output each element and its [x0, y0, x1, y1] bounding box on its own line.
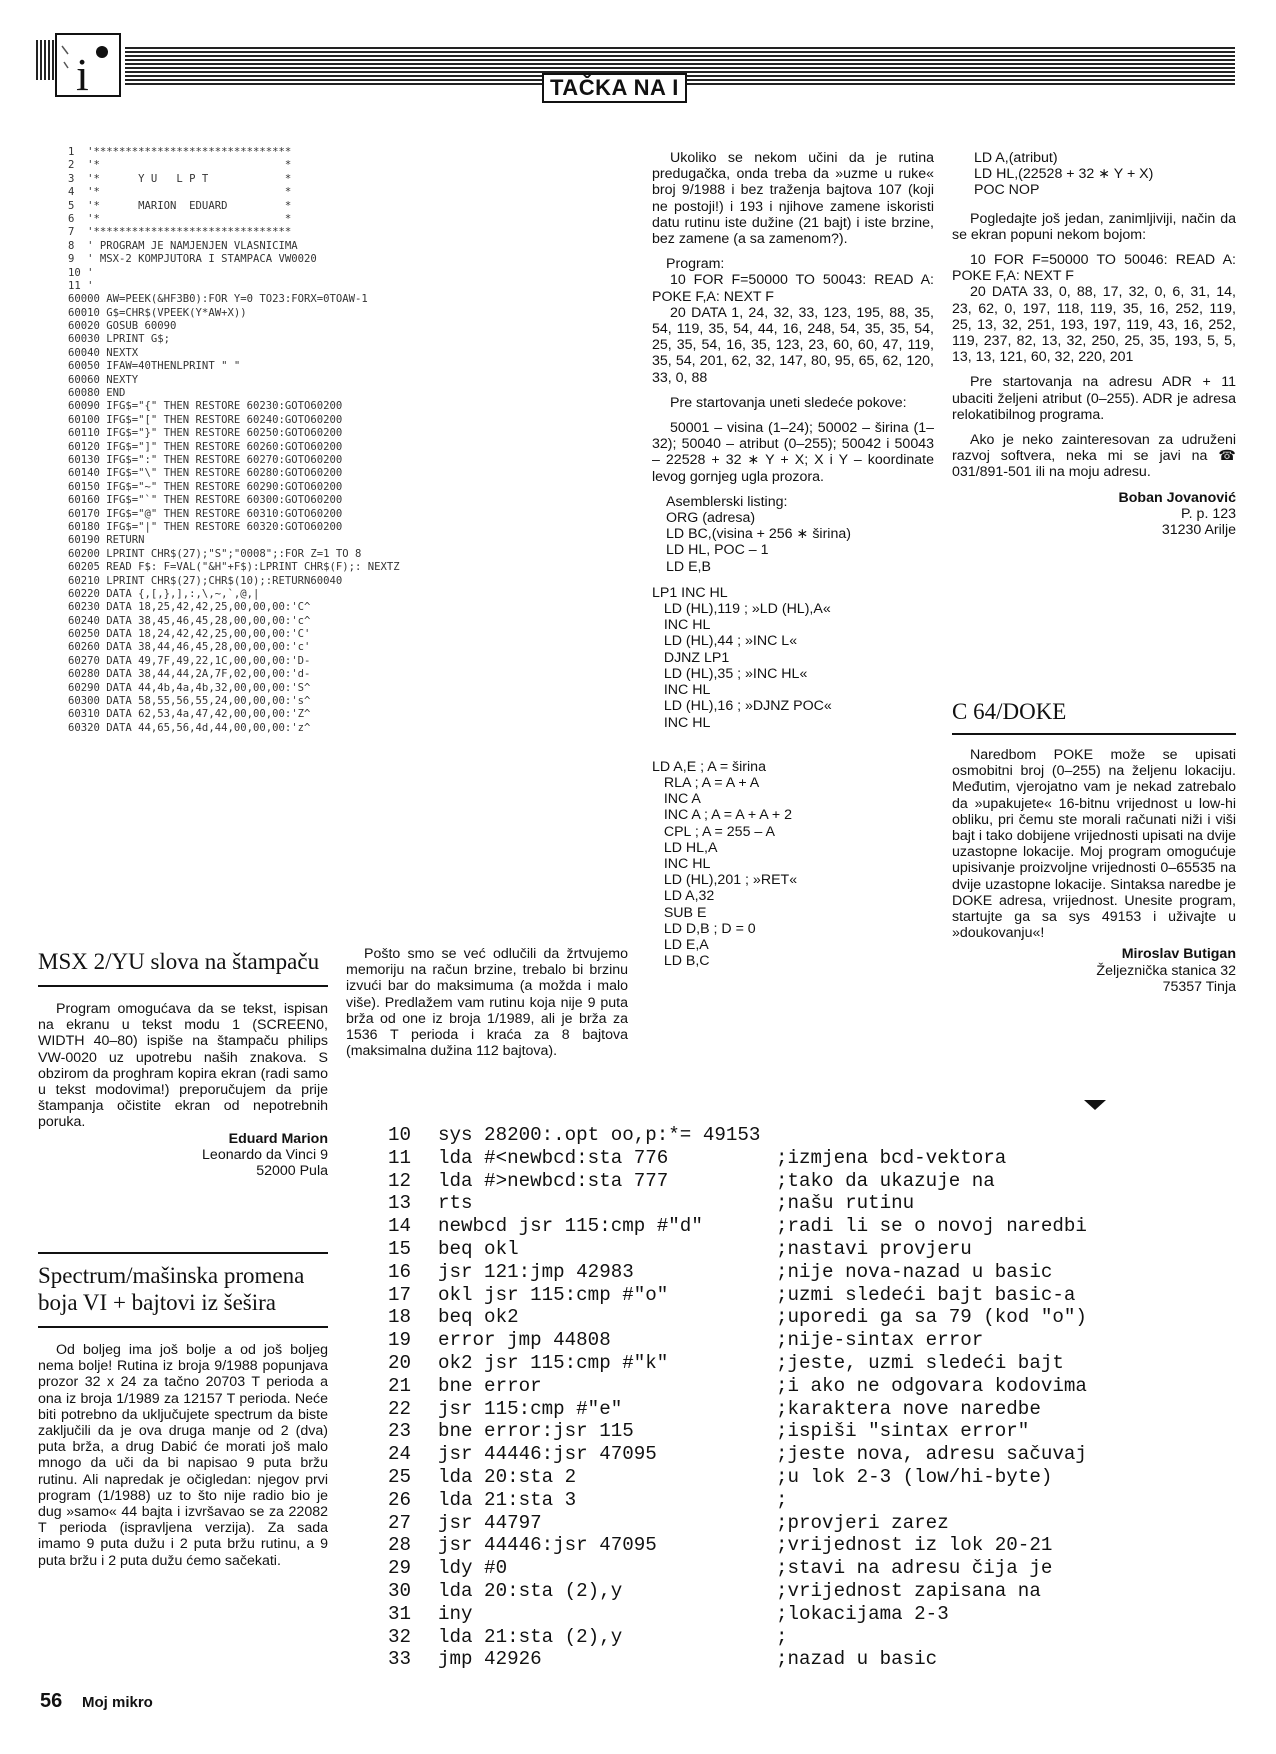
asm-comment: ;vrijednost iz lok 20-21: [776, 1534, 1053, 1557]
col3-asm-line: LD B,C: [652, 953, 710, 970]
col3-asm-block-b: [652, 585, 934, 731]
asm-instruction: newbcd jsr 115:cmp #"d": [438, 1215, 703, 1238]
basic-listing-line: 60190 RETURN: [68, 534, 145, 547]
basic-listing-line: 60210 LPRINT CHR$(27);CHR$(10);:RETURN60040: [68, 574, 343, 587]
basic-listing-line: 4 '* *: [68, 186, 292, 199]
asm-comment: ;tako da ukazuje na: [776, 1169, 995, 1192]
asm-line-number: 20: [388, 1351, 412, 1374]
asm-line-number: 19: [388, 1329, 412, 1352]
spectrum-article-rule: [38, 1326, 328, 1328]
basic-listing-line: 1 '*******************************: [68, 146, 292, 158]
asm-line-number: 16: [388, 1260, 412, 1283]
col3-asm-line: INC A: [652, 791, 701, 808]
middle-column: [346, 946, 628, 1068]
basic-listing-line: 60160 IFG$="`" THEN RESTORE 60300:GOTO60200: [68, 494, 343, 507]
c64-article-address-1: Željeznička stanica 32: [1096, 962, 1236, 979]
asm-instruction: lda #>newbcd:sta 777: [438, 1169, 669, 1192]
c64-article-address-2: 75357 Tinja: [1162, 978, 1236, 995]
asm-comment: ;jeste nova, adresu sačuvaj: [776, 1443, 1087, 1466]
col3-asm-line: LD HL,A: [652, 839, 718, 856]
basic-listing-line: 60130 IFG$=":" THEN RESTORE 60270:GOTO60200: [68, 453, 343, 466]
asm-instruction: ok2 jsr 115:cmp #"k": [438, 1351, 669, 1374]
asm-instruction: jmp 42926: [438, 1648, 542, 1671]
col3-asm-line: CPL ; A = 255 – A: [652, 823, 775, 840]
col3-asm-line: LD A,32: [652, 888, 715, 905]
asm-listing-row: [388, 1648, 1248, 1671]
basic-listing-line: 11 ': [68, 279, 94, 292]
col3-asm-line: LD (HL),16 ; »DJNZ POC«: [652, 698, 832, 715]
asm-listing-row: [388, 1626, 1248, 1649]
col4-asm-line: LD HL,(22528 + 32 ∗ Y + X): [974, 166, 1154, 183]
middle-paragraph: Pošto smo se već odlučili da žrtvujemo memoriju na račun brzine, trebalo bi brzinu izvući bar do maksimuma (a možda i malo više). Predlažem vam rutinu koja nije 9 puta brža od one iz broja 1/1989, ali je brža za 1536 T perioda i kraća za 8 bajtova (maksimalna dužina 112 bajtova).: [346, 946, 628, 1060]
asm-line-number: 29: [388, 1557, 412, 1580]
basic-listing-line: 60230 DATA 18,25,42,42,25,00,00,00:'C^: [68, 601, 311, 614]
basic-listing-line: 60240 DATA 38,45,46,45,28,00,00,00:'c^: [68, 614, 311, 627]
asm-line-number: 13: [388, 1192, 412, 1215]
asm-listing-row: [388, 1215, 1248, 1238]
asm-listing-row: [388, 1147, 1248, 1170]
basic-listing-line: 60140 IFG$="\" THEN RESTORE 60280:GOTO60200: [68, 467, 343, 480]
asm-line-number: 26: [388, 1488, 412, 1511]
basic-listing-line: 60200 LPRINT CHR$(27);"S";"0008";:FOR Z=1 TO 8: [68, 547, 362, 560]
basic-listing-line: 60010 G$=CHR$(VPEEK(Y*AW+X)): [68, 306, 247, 319]
basic-listing-line: 60280 DATA 38,44,44,2A,7F,02,00,00:'d-: [68, 668, 311, 681]
asm-comment: ;u lok 2-3 (low/hi-byte): [776, 1465, 1053, 1488]
asm-line-number: 28: [388, 1534, 412, 1557]
col3-asm-block-a: [666, 510, 934, 575]
asm-comment: ;radi li se o novoj naredbi: [776, 1215, 1087, 1238]
col4-address-2: 31230 Arilje: [1161, 522, 1236, 539]
basic-listing-line: 60100 IFG$="[" THEN RESTORE 60240:GOTO60200: [68, 413, 343, 426]
msx-article-address-2: 52000 Pula: [256, 1163, 328, 1180]
asm-comment: ;provjeri zarez: [776, 1511, 949, 1534]
asm-comment: ;jeste, uzmi sledeći bajt: [776, 1351, 1064, 1374]
asm-listing-row: [388, 1443, 1248, 1466]
asm-comment: ;nije nova-nazad u basic: [776, 1260, 1053, 1283]
page-number: 56: [40, 1690, 63, 1712]
spectrum-article-body: Od boljeg ima još bolje a od još boljeg nema bolje! Rutina iz broja 9/1988 popunjava prozor 32 x 24 za tačno 20703 T perioda a ona iz broja 1/1989 za 12157 T perioda. Neće biti potrebno da uključujete spectrum da biste zaključili da je ova druga manje od 2 (dva) puta brža, a drug Dabić će morati još malo mnogo da uči da bi napisao 9 puta bržu rutinu. Ali napredak je očigledan: njegov prvi program (1/1988) uz to što nije radio bio je dug »samo« 44 bajta i izvršavao se za 22082 T perioda (ispravljena verzija). Za sada imamo 9 puta dužu i 2 puta bržu rutinu, a 9 puta bržu i 2 puta dužu ćemo sačekati.: [38, 1342, 328, 1569]
asm-instruction: jsr 44446:jsr 47095: [438, 1534, 657, 1557]
col3-asm-line: INC HL: [652, 617, 711, 634]
asm-listing-row: [388, 1489, 1248, 1512]
basic-listing-line: 60020 GOSUB 60090: [68, 320, 177, 333]
asm-listing-row: [388, 1420, 1248, 1443]
msx-article-rule: [38, 985, 328, 987]
asm-instruction: rts: [438, 1192, 473, 1215]
basic-listing-line: 60250 DATA 18,24,42,42,25,00,00,00:'C': [68, 628, 311, 641]
asm-instruction: jsr 121:jmp 42983: [438, 1260, 634, 1283]
col3-asm-line: LD (HL),35 ; »INC HL«: [652, 665, 808, 682]
col3-asm-line: INC HL: [652, 682, 711, 699]
asm-instruction: beq ok2: [438, 1306, 519, 1329]
col3-asm-line: LD E,B: [666, 558, 711, 575]
basic-listing-line: 9 ' MSX-2 KOMPJUTORA I STAMPACA VW0020: [68, 253, 317, 266]
asm-instruction: bne error: [438, 1374, 542, 1397]
basic-listing-line: 60310 DATA 62,53,4a,47,42,00,00,00:'Z^: [68, 708, 311, 721]
col3-asm-line: DJNZ LP1: [652, 649, 730, 666]
asm-line-number: 23: [388, 1420, 412, 1443]
asm-listing-row: [388, 1466, 1248, 1489]
basic-listing-line: 60220 DATA {,[,},],:,\,~,`,@,|: [68, 587, 260, 600]
magazine-name: Moj mikro: [82, 1694, 153, 1711]
asm-line-number: 30: [388, 1579, 412, 1602]
asm-listing-row: [388, 1557, 1248, 1580]
asm-instruction: jsr 44797: [438, 1511, 542, 1534]
c64-article-body: Naredbom POKE može se upisati osmobitni broj (0–255) na željenu lokaciju. Međutim, vjerojatno vam je nekad zatrebalo da »upakujete« 16-bitnu vrijednost u low-hi obliku, pri čemu ste morali računati niži i viši bajt i tako dobijene vrijednosti upisati na dvije uzastopne lokacije. Moj program omogućuje upisivanje proizvoljne vrijednosti 0–65535 na dvije uzastopne lokacije. Sintaksa naredbe je DOKE adresa, vrijednost. Unesite program, startujte ga sa sys 49153 i uživajte u »doukovanju«!: [952, 747, 1236, 942]
asm-comment: ;nazad u basic: [776, 1648, 938, 1671]
asm-line-number: 12: [388, 1169, 412, 1192]
col3-asm-line: LP1 INC HL: [652, 584, 728, 601]
asm-listing-row: [388, 1192, 1248, 1215]
asm-listing-row: [388, 1238, 1248, 1261]
col3-asm-line: LD E,A: [652, 936, 709, 953]
asm-instruction: sys 28200:.opt oo,p:*= 49153: [438, 1124, 761, 1146]
c64-article-rule: [952, 733, 1236, 735]
basic-listing-line: 60120 IFG$="]" THEN RESTORE 60260:GOTO60200: [68, 440, 343, 453]
asm-line-number: 24: [388, 1443, 412, 1466]
col3-program-label: Program:: [666, 256, 725, 273]
basic-listing-line: 60060 NEXTY: [68, 373, 139, 386]
basic-listing-line: 60110 IFG$="}" THEN RESTORE 60250:GOTO60200: [68, 427, 343, 440]
asm-line-number: 21: [388, 1374, 412, 1397]
asm-listing-row: [388, 1306, 1248, 1329]
asm-listing-row: [388, 1352, 1248, 1375]
asm-comment: ;izmjena bcd-vektora: [776, 1146, 1007, 1169]
asm-instruction: jsr 115:cmp #"e": [438, 1397, 623, 1420]
spectrum-article: [38, 1262, 328, 1578]
asm-line-number: 27: [388, 1511, 412, 1534]
asm-instruction: bne error:jsr 115: [438, 1420, 634, 1443]
basic-listing-line: 7 '*******************************: [68, 226, 292, 239]
dot-circle-icon: [96, 46, 108, 58]
c64-asm-listing: [388, 1124, 1248, 1671]
asm-instruction: lda 20:sta 2: [438, 1465, 577, 1488]
col3-asm-line: LD (HL),201 ; »RET«: [652, 872, 798, 889]
col3-asm-line: INC HL: [652, 855, 711, 872]
asm-listing-row: [388, 1580, 1248, 1603]
col3-asm-line: ORG (adresa): [666, 510, 756, 527]
asm-listing-row: [388, 1375, 1248, 1398]
basic-listing-line: 60170 IFG$="@" THEN RESTORE 60310:GOTO60200: [68, 507, 343, 520]
asm-line-number: 14: [388, 1215, 412, 1238]
col3-asm-line: LD BC,(visina + 256 ∗ širina): [666, 526, 851, 543]
col4-program-line1: 10 FOR F=50000 TO 50046: READ A: POKE F,A: NEXT F: [952, 252, 1236, 285]
col3-asm-line: INC A ; A = A + A + 2: [652, 807, 793, 824]
asm-instruction: lda 21:sta (2),y: [438, 1625, 623, 1648]
col3-params: 50001 – visina (1–24); 50002 – širina (1–32); 50040 – atribut (0–255); 50042 i 50043 – 22528 + 32 ∗ Y + X; X i Y – koordinate levog gornjeg ugla prozora.: [652, 420, 934, 485]
col4-address-1: P. p. 123: [1181, 505, 1236, 522]
asm-line-number: 17: [388, 1283, 412, 1306]
col4-p2: Pre startovanja na adresu ADR + 11 ubaciti željeni atribut (0–255). ADR je adresa relokatibilnog programa.: [952, 374, 1236, 423]
asm-instruction: lda 20:sta (2),y: [438, 1579, 623, 1602]
asm-listing-row: [388, 1534, 1248, 1557]
asm-listing-row: [388, 1603, 1248, 1626]
col4-program-data: 20 DATA 33, 0, 88, 17, 32, 0, 6, 31, 14, 23, 62, 0, 197, 118, 119, 35, 16, 252, 119, 25, 13, 32, 251, 193, 197, 119, 43, 16, 252, 119, 237, 82, 13, 32, 250, 25, 35, 193, 5, 5, 13, 13, 121, 60, 32, 220, 201: [952, 284, 1236, 366]
basic-listing-line: 10 ': [68, 266, 94, 279]
col3-asm-line: SUB E: [652, 904, 707, 921]
asm-comment: ;: [776, 1625, 788, 1648]
basic-listing-line: 60000 AW=PEEK(&HF3B0):FOR Y=0 TO23:FORX=0TOAW-1: [68, 293, 368, 306]
col4-asm-line: LD A,(atribut): [974, 150, 1058, 166]
col4-p1: Pogledajte još jedan, zanimljiviji, način da se ekran popuni nekom bojom:: [952, 210, 1236, 243]
basic-listing-line: 60090 IFG$="{" THEN RESTORE 60230:GOTO60200: [68, 400, 343, 413]
asm-line-number: 10: [388, 1124, 412, 1146]
msx-article-address-1: Leonardo da Vinci 9: [202, 1146, 328, 1163]
basic-listing-line: 60290 DATA 44,4b,4a,4b,32,00,00,00:'S^: [68, 681, 311, 694]
col3-intro: Ukoliko se nekom učini da je rutina predugačka, onda treba da »uzme u ruke« broj 9/1988 i bez traženja bajtova 107 (koji ne postoji!) i 193 i njihove zamene iskoristi datu rutinu iste dužine (21 bajt) i iste brzine, bez zamene (a sa zamenom?).: [652, 150, 934, 248]
basic-listing-line: 60270 DATA 49,7F,49,22,1C,00,00,00:'D-: [68, 654, 311, 667]
basic-listing-line: 60040 NEXTX: [68, 346, 139, 359]
asm-line-number: 18: [388, 1306, 412, 1329]
asm-line-number: 15: [388, 1237, 412, 1260]
asm-listing-row: [388, 1398, 1248, 1421]
basic-listing-line: 60030 LPRINT G$;: [68, 333, 171, 346]
asm-comment: ;vrijednost zapisana na: [776, 1579, 1041, 1602]
c64-article: [952, 698, 1236, 995]
asm-instruction: iny: [438, 1602, 473, 1625]
msx-article-author: Eduard Marion: [228, 1130, 328, 1147]
asm-comment: ;karaktera nove naredbe: [776, 1397, 1041, 1420]
asm-comment: ;uporedi ga sa 79 (kod "o"): [776, 1306, 1087, 1329]
asm-instruction: okl jsr 115:cmp #"o": [438, 1283, 669, 1306]
col3-asm-line: LD (HL),119 ; »LD (HL),A«: [652, 601, 831, 618]
basic-listing-line: 2 '* *: [68, 159, 292, 172]
basic-listing-line: 60150 IFG$="~" THEN RESTORE 60290:GOTO60200: [68, 480, 343, 493]
asm-line-number: 25: [388, 1465, 412, 1488]
asm-listing-row: [388, 1170, 1248, 1193]
asm-comment: ;nije-sintax error: [776, 1329, 984, 1352]
continue-arrow-icon: [1084, 1098, 1106, 1112]
basic-listing-line: 5 '* MARION EDUARD *: [68, 199, 292, 212]
basic-listing-line: 60320 DATA 44,65,56,4d,44,00,00,00:'z^: [68, 721, 311, 734]
asm-instruction: lda #<newbcd:sta 776: [438, 1146, 669, 1169]
col4-author: Boban Jovanović: [1118, 489, 1236, 506]
msx-article-body: Program omogućava da se tekst, ispisan na ekranu u tekst modu 1 (SCREEN0, WIDTH 40–80) ispiše na štampaču philips VW-0020 uz upotrebu naših znakova. S obzirom da proghram kopira ekran (radi samo u tekst modovima!) preporučujem da prije štampanja očistite ekran od nepotrebnih poruka.: [38, 1001, 328, 1131]
asm-comment: ;i ako ne odgovara kodovima: [776, 1374, 1087, 1397]
asm-instruction: beq okl: [438, 1237, 519, 1260]
asm-listing-row: [388, 1124, 1248, 1147]
asm-instruction: jsr 44446:jsr 47095: [438, 1443, 657, 1466]
col4-p3: Ako je neko zainteresovan za udruženi razvoj softvera, neka mi se javi na ☎ 031/891-501 ili na moju adresu.: [952, 432, 1236, 481]
basic-listing-line: 60180 IFG$="|" THEN RESTORE 60320:GOTO60200: [68, 520, 343, 533]
section-logo: [38, 28, 126, 102]
asm-comment: ;uzmi sledeći bajt basic-a: [776, 1283, 1076, 1306]
col3-asm-block-c: [652, 759, 934, 970]
basic-listing-line: 60300 DATA 58,55,56,55,24,00,00,00:'s^: [68, 695, 311, 708]
col4-article: [952, 150, 1236, 538]
asm-line-number: 33: [388, 1648, 412, 1671]
basic-listing-line: 60050 IFAW=40THENLPRINT " ": [68, 360, 241, 373]
col4-asm-block: [974, 150, 1236, 199]
col3-asm-label: Asemblerski listing:: [666, 493, 788, 510]
asm-line-number: 32: [388, 1625, 412, 1648]
asm-listing-row: [388, 1512, 1248, 1535]
asm-listing-row: [388, 1329, 1248, 1352]
asm-comment: ;našu rutinu: [776, 1192, 915, 1215]
basic-listing-line: 3 '* Y U L P T *: [68, 172, 292, 185]
c64-article-author: Miroslav Butigan: [1121, 946, 1236, 963]
asm-listing-row: [388, 1261, 1248, 1284]
spectrum-article-title: Spectrum/mašinska promena boja VI + bajtovi iz šešira: [38, 1263, 305, 1315]
col3-asm-line: LD A,E ; A = širina: [652, 758, 766, 775]
asm-line-number: 22: [388, 1397, 412, 1420]
col4-asm-line: POC NOP: [974, 182, 1040, 199]
msx-article: [38, 948, 328, 1179]
col3-pre-start: Pre startovanja uneti sledeće pokove:: [670, 394, 907, 411]
asm-instruction: error jmp 44808: [438, 1329, 611, 1352]
col3-program-line1: 10 FOR F=50000 TO 50043: READ A: POKE F,A: NEXT F: [652, 272, 934, 305]
col3-asm-line: RLA ; A = A + A: [652, 774, 760, 791]
msx-article-title: MSX 2/YU slova na štampaču: [38, 949, 320, 974]
asm-line-number: 31: [388, 1602, 412, 1625]
col3-asm-line: LD (HL),44 ; »INC L«: [652, 633, 798, 650]
basic-listing-line: 60080 END: [68, 387, 126, 400]
basic-listing-line: 60205 READ F$: F=VAL("&H"+F$):LPRINT CHR$(F);: NEXTZ: [68, 561, 400, 574]
asm-comment: ;nastavi provjeru: [776, 1237, 972, 1260]
asm-line-number: 11: [388, 1146, 412, 1169]
basic-listing-line: 6 '* *: [68, 212, 292, 225]
col3-article: [652, 150, 934, 969]
section-divider: [38, 1252, 328, 1254]
logo-letter: i: [76, 49, 89, 100]
asm-comment: ;: [776, 1488, 788, 1511]
asm-instruction: ldy #0: [438, 1557, 508, 1580]
basic-listing: [68, 146, 628, 735]
asm-instruction: lda 21:sta 3: [438, 1488, 577, 1511]
col3-asm-line: LD D,B ; D = 0: [652, 920, 756, 937]
asm-comment: ;stavi na adresu čija je: [776, 1557, 1053, 1580]
basic-listing-line: 60260 DATA 38,44,46,45,28,00,00,00:'c': [68, 641, 311, 654]
col3-asm-line: LD HL, POC – 1: [666, 542, 769, 559]
col3-asm-line: INC HL: [652, 714, 711, 731]
basic-listing-line: 8 ' PROGRAM JE NAMJENJEN VLASNICIMA: [68, 239, 298, 252]
asm-listing-row: [388, 1284, 1248, 1307]
asm-comment: ;lokacijama 2-3: [776, 1602, 949, 1625]
section-label: TAČKA NA I: [542, 73, 687, 103]
asm-comment: ;ispiši "sintax error": [776, 1420, 1030, 1443]
c64-article-title: C 64/DOKE: [952, 699, 1067, 724]
col3-program-data: 20 DATA 1, 24, 32, 33, 123, 195, 88, 35, 54, 119, 35, 54, 44, 16, 248, 54, 35, 35, 54, 25, 35, 54, 16, 35, 123, 23, 60, 60, 47, 119, 35, 54, 201, 62, 32, 147, 80, 95, 65, 62, 120, 33, 0, 88: [652, 304, 934, 386]
